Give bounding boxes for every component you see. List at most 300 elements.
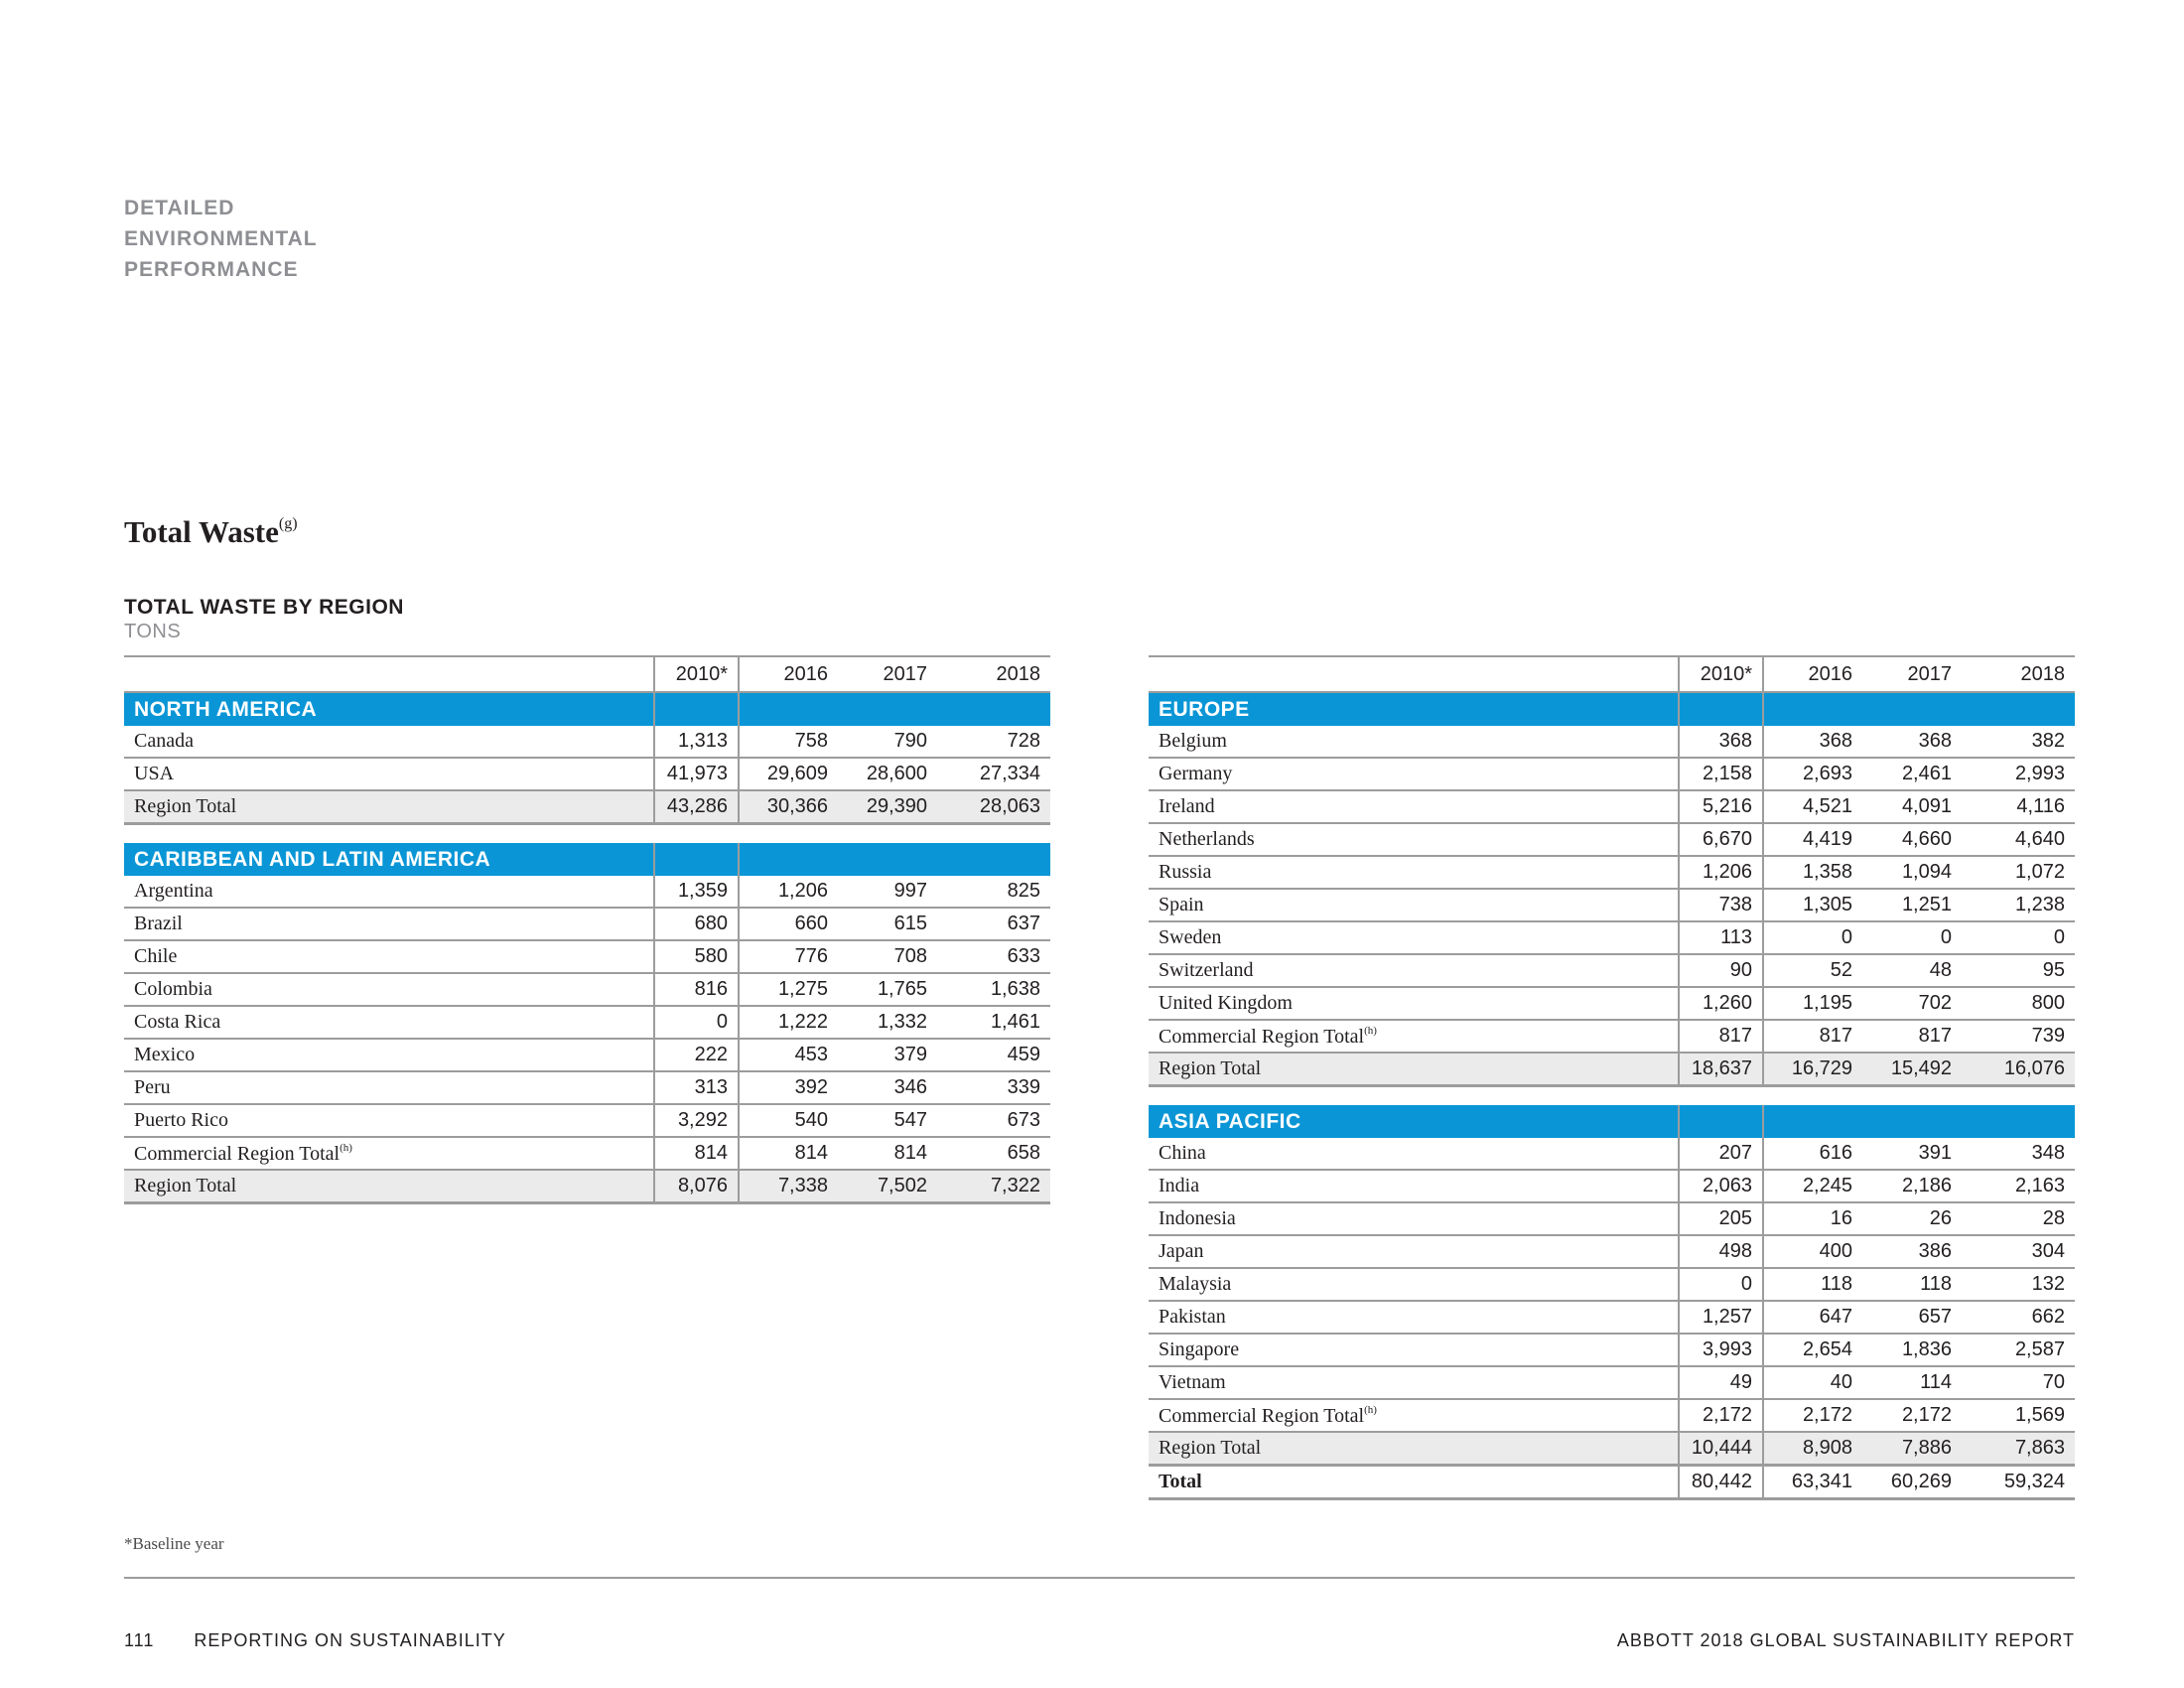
row-label-text: Peru: [134, 1076, 171, 1098]
value-cell: 1,257: [1679, 1301, 1763, 1334]
row-label: [124, 1104, 654, 1137]
table-row: [124, 908, 1050, 940]
row-label-text: Japan: [1159, 1240, 1204, 1262]
region-total-row: [1149, 1432, 2075, 1466]
value-cell: 790: [838, 726, 937, 758]
section-label: [124, 193, 318, 285]
region-header-fill: [1679, 692, 1763, 726]
value-cell: 728: [937, 726, 1050, 758]
row-label: [1149, 987, 1679, 1020]
row-label-text: Chile: [134, 945, 178, 967]
row-label: [124, 908, 654, 940]
value-cell: 1,206: [1679, 856, 1763, 889]
value-cell: 2,186: [1862, 1170, 1962, 1202]
value-cell: 615: [838, 908, 937, 940]
value-cell: 346: [838, 1071, 937, 1104]
value-cell: 1,206: [739, 876, 838, 908]
value-cell: 90: [1679, 954, 1763, 987]
value-cell: 70: [1962, 1366, 2075, 1399]
value-cell: 16,729: [1763, 1053, 1862, 1086]
table-row: [124, 758, 1050, 790]
table-row: [124, 1071, 1050, 1104]
value-cell: 41,973: [654, 758, 739, 790]
table-row: [1149, 1301, 2075, 1334]
value-cell: 814: [838, 1137, 937, 1170]
value-cell: 637: [937, 908, 1050, 940]
value-cell: 800: [1962, 987, 2075, 1020]
value-cell: 304: [1962, 1235, 2075, 1268]
row-label: [124, 1071, 654, 1104]
footnote-marker: (h): [340, 1141, 352, 1154]
value-cell: 1,222: [739, 1006, 838, 1039]
column-header-year: 2017: [838, 656, 937, 692]
row-label: [124, 1039, 654, 1071]
row-label: [1149, 1170, 1679, 1202]
value-cell: 59,324: [1962, 1466, 2075, 1499]
region-header-row: [1149, 1105, 2075, 1138]
row-label-text: Costa Rica: [134, 1011, 221, 1033]
waste-table-left: [124, 655, 1050, 1204]
row-label: [1149, 823, 1679, 856]
value-cell: 7,886: [1862, 1432, 1962, 1466]
row-label: [1149, 954, 1679, 987]
table-units: TONS: [124, 621, 182, 642]
region-header-fill: [1763, 1105, 1862, 1138]
row-label: [1149, 1432, 1679, 1466]
waste-table-right: [1149, 655, 2075, 1500]
row-label-text: Netherlands: [1159, 828, 1255, 850]
row-label-text: Singapore: [1159, 1338, 1240, 1360]
value-cell: 708: [838, 940, 937, 973]
row-label-text: Puerto Rico: [134, 1109, 228, 1131]
value-cell: 814: [739, 1137, 838, 1170]
row-label-text: Region Total: [134, 795, 237, 817]
value-cell: 1,638: [937, 973, 1050, 1006]
footnote-marker: (h): [1364, 1024, 1377, 1037]
row-label-text: Argentina: [134, 880, 213, 902]
value-cell: 2,993: [1962, 758, 2075, 790]
value-cell: 28: [1962, 1202, 2075, 1235]
row-label: [1149, 1268, 1679, 1301]
value-cell: 379: [838, 1039, 937, 1071]
row-label: [1149, 758, 1679, 790]
row-label: [124, 1137, 654, 1170]
value-cell: 16: [1763, 1202, 1862, 1235]
region-name: EUROPE: [1149, 692, 1679, 726]
value-cell: 633: [937, 940, 1050, 973]
row-label-text: Commercial Region Total: [134, 1142, 341, 1165]
table-row: [1149, 758, 2075, 790]
value-cell: 616: [1763, 1138, 1862, 1170]
region-header-row: [124, 692, 1050, 726]
column-header-blank: [1149, 656, 1679, 692]
table-row: [1149, 954, 2075, 987]
row-label: [1149, 856, 1679, 889]
value-cell: 580: [654, 940, 739, 973]
region-total-row: [124, 790, 1050, 824]
value-cell: 207: [1679, 1138, 1763, 1170]
row-label-text: Region Total: [1159, 1057, 1262, 1079]
value-cell: 391: [1862, 1138, 1962, 1170]
value-cell: 3,993: [1679, 1334, 1763, 1366]
footer-divider: [124, 1577, 2075, 1579]
row-label: [1149, 1020, 1679, 1053]
row-label: [1149, 1334, 1679, 1366]
region-total-row: [1149, 1053, 2075, 1086]
table-row: [1149, 1020, 2075, 1053]
value-cell: 0: [1962, 921, 2075, 954]
row-label: [1149, 1466, 1679, 1499]
row-label: [124, 940, 654, 973]
table-row: [1149, 1170, 2075, 1202]
table-row: [124, 973, 1050, 1006]
row-label-text: Colombia: [134, 978, 212, 1000]
value-cell: 400: [1763, 1235, 1862, 1268]
row-label-text: Commercial Region Total: [1159, 1025, 1365, 1048]
value-cell: 113: [1679, 921, 1763, 954]
region-header-fill: [937, 843, 1050, 876]
region-header-fill: [1962, 692, 2075, 726]
value-cell: 4,419: [1763, 823, 1862, 856]
value-cell: 2,158: [1679, 758, 1763, 790]
row-label-text: Vietnam: [1159, 1371, 1226, 1393]
value-cell: 16,076: [1962, 1053, 2075, 1086]
row-label-text: Switzerland: [1159, 959, 1254, 981]
value-cell: 2,693: [1763, 758, 1862, 790]
row-label: [1149, 1202, 1679, 1235]
value-cell: 817: [1862, 1020, 1962, 1053]
value-cell: 313: [654, 1071, 739, 1104]
value-cell: 1,195: [1763, 987, 1862, 1020]
table-row: [124, 1039, 1050, 1071]
region-header-fill: [739, 692, 838, 726]
value-cell: 1,072: [1962, 856, 2075, 889]
value-cell: 114: [1862, 1366, 1962, 1399]
section-label-line: PERFORMANCE: [124, 258, 299, 281]
value-cell: 498: [1679, 1235, 1763, 1268]
value-cell: 29,390: [838, 790, 937, 824]
region-header-fill: [1862, 1105, 1962, 1138]
table-row: [124, 876, 1050, 908]
page-title: [124, 514, 298, 550]
value-cell: 392: [739, 1071, 838, 1104]
table-row: [1149, 1235, 2075, 1268]
value-cell: 0: [654, 1006, 739, 1039]
value-cell: 27,334: [937, 758, 1050, 790]
spacer-cell: [124, 824, 1050, 844]
value-cell: 1,569: [1962, 1399, 2075, 1432]
value-cell: 368: [1763, 726, 1862, 758]
value-cell: 1,836: [1862, 1334, 1962, 1366]
value-cell: 80,442: [1679, 1466, 1763, 1499]
region-total-row: [124, 1170, 1050, 1203]
value-cell: 348: [1962, 1138, 2075, 1170]
column-header-row: [1149, 656, 2075, 692]
region-header-fill: [1862, 692, 1962, 726]
region-header-row: [1149, 692, 2075, 726]
region-header-fill: [739, 843, 838, 876]
title-footnote-marker: (g): [278, 515, 298, 532]
table-row: [124, 1137, 1050, 1170]
row-label: [124, 973, 654, 1006]
value-cell: 118: [1862, 1268, 1962, 1301]
column-header-year: 2018: [1962, 656, 2075, 692]
region-name: ASIA PACIFIC: [1149, 1105, 1679, 1138]
value-cell: 63,341: [1763, 1466, 1862, 1499]
value-cell: 7,863: [1962, 1432, 2075, 1466]
footer-section: REPORTING ON SUSTAINABILITY: [194, 1630, 506, 1650]
row-label-text: USA: [134, 763, 175, 784]
grand-total-row: [1149, 1466, 2075, 1499]
row-label-text: Germany: [1159, 763, 1233, 784]
table-row: [124, 940, 1050, 973]
row-label-text: Malaysia: [1159, 1273, 1232, 1295]
value-cell: 776: [739, 940, 838, 973]
value-cell: 18,637: [1679, 1053, 1763, 1086]
value-cell: 4,640: [1962, 823, 2075, 856]
row-label: [1149, 1301, 1679, 1334]
row-label-text: Sweden: [1159, 926, 1222, 948]
value-cell: 15,492: [1862, 1053, 1962, 1086]
value-cell: 60,269: [1862, 1466, 1962, 1499]
row-label: [1149, 1138, 1679, 1170]
value-cell: 0: [1679, 1268, 1763, 1301]
value-cell: 7,502: [838, 1170, 937, 1203]
table-row: [124, 1104, 1050, 1137]
table-row: [1149, 856, 2075, 889]
row-label-text: China: [1159, 1142, 1206, 1164]
value-cell: 540: [739, 1104, 838, 1137]
table-row: [1149, 921, 2075, 954]
footnote-marker: (h): [1364, 1403, 1377, 1416]
value-cell: 673: [937, 1104, 1050, 1137]
value-cell: 5,216: [1679, 790, 1763, 823]
table-row: [1149, 1268, 2075, 1301]
row-label: [124, 876, 654, 908]
value-cell: 8,908: [1763, 1432, 1862, 1466]
footer-report-title: ABBOTT 2018 GLOBAL SUSTAINABILITY REPORT: [1616, 1630, 2075, 1650]
value-cell: 1,765: [838, 973, 937, 1006]
value-cell: 4,660: [1862, 823, 1962, 856]
value-cell: 40: [1763, 1366, 1862, 1399]
value-cell: 2,172: [1679, 1399, 1763, 1432]
value-cell: 2,163: [1962, 1170, 2075, 1202]
row-label-text: India: [1159, 1175, 1200, 1196]
value-cell: 680: [654, 908, 739, 940]
spacer-cell: [1149, 1086, 2075, 1106]
value-cell: 7,338: [739, 1170, 838, 1203]
value-cell: 222: [654, 1039, 739, 1071]
region-spacer: [1149, 1086, 2075, 1106]
value-cell: 4,091: [1862, 790, 1962, 823]
value-cell: 817: [1763, 1020, 1862, 1053]
region-header-fill: [838, 692, 937, 726]
row-label-text: Region Total: [134, 1175, 237, 1196]
value-cell: 2,172: [1763, 1399, 1862, 1432]
value-cell: 816: [654, 973, 739, 1006]
value-cell: 647: [1763, 1301, 1862, 1334]
value-cell: 1,094: [1862, 856, 1962, 889]
value-cell: 660: [739, 908, 838, 940]
value-cell: 1,359: [654, 876, 739, 908]
value-cell: 205: [1679, 1202, 1763, 1235]
value-cell: 662: [1962, 1301, 2075, 1334]
value-cell: 1,251: [1862, 889, 1962, 921]
value-cell: 1,260: [1679, 987, 1763, 1020]
row-label-text: Brazil: [134, 913, 183, 934]
value-cell: 1,332: [838, 1006, 937, 1039]
table-row: [124, 1006, 1050, 1039]
footer-left: [124, 1630, 506, 1651]
region-header-row: [124, 843, 1050, 876]
row-label: [124, 758, 654, 790]
value-cell: 4,521: [1763, 790, 1862, 823]
value-cell: 2,461: [1862, 758, 1962, 790]
value-cell: 814: [654, 1137, 739, 1170]
table-row: [1149, 1366, 2075, 1399]
row-label-text: Russia: [1159, 861, 1212, 883]
region-header-fill: [1679, 1105, 1763, 1138]
page-number: 111: [124, 1630, 155, 1650]
value-cell: 0: [1862, 921, 1962, 954]
value-cell: 459: [937, 1039, 1050, 1071]
table-row: [124, 726, 1050, 758]
value-cell: 29,609: [739, 758, 838, 790]
value-cell: 1,461: [937, 1006, 1050, 1039]
table-row: [1149, 1399, 2075, 1432]
value-cell: 2,172: [1862, 1399, 1962, 1432]
row-label-text: Mexico: [134, 1044, 196, 1065]
table-row: [1149, 1202, 2075, 1235]
value-cell: 2,587: [1962, 1334, 2075, 1366]
region-spacer: [124, 824, 1050, 844]
region-header-fill: [654, 843, 739, 876]
value-cell: 1,313: [654, 726, 739, 758]
row-label: [1149, 726, 1679, 758]
row-label: [124, 1006, 654, 1039]
baseline-footnote: *Baseline year: [124, 1534, 224, 1553]
row-label: [1149, 1235, 1679, 1268]
value-cell: 118: [1763, 1268, 1862, 1301]
value-cell: 49: [1679, 1366, 1763, 1399]
row-label: [124, 726, 654, 758]
row-label-text: Total: [1159, 1471, 1202, 1492]
value-cell: 658: [937, 1137, 1050, 1170]
table-row: [1149, 1138, 2075, 1170]
value-cell: 547: [838, 1104, 937, 1137]
row-label-text: Commercial Region Total: [1159, 1404, 1365, 1427]
section-label-line: ENVIRONMENTAL: [124, 227, 318, 250]
value-cell: 4,116: [1962, 790, 2075, 823]
value-cell: 28,600: [838, 758, 937, 790]
value-cell: 6,670: [1679, 823, 1763, 856]
row-label-text: United Kingdom: [1159, 992, 1293, 1014]
table-row: [1149, 987, 2075, 1020]
value-cell: 1,305: [1763, 889, 1862, 921]
value-cell: 1,238: [1962, 889, 2075, 921]
page-title-text: Total Waste: [124, 514, 279, 549]
column-header-year: 2010*: [1679, 656, 1763, 692]
value-cell: 43,286: [654, 790, 739, 824]
value-cell: 26: [1862, 1202, 1962, 1235]
row-label-text: Indonesia: [1159, 1207, 1236, 1229]
column-header-year: 2016: [739, 656, 838, 692]
value-cell: 382: [1962, 726, 2075, 758]
value-cell: 95: [1962, 954, 2075, 987]
row-label-text: Belgium: [1159, 730, 1227, 752]
value-cell: 738: [1679, 889, 1763, 921]
row-label: [124, 1170, 654, 1203]
region-name: NORTH AMERICA: [124, 692, 654, 726]
row-label-text: Region Total: [1159, 1437, 1262, 1459]
value-cell: 997: [838, 876, 937, 908]
value-cell: 368: [1679, 726, 1763, 758]
row-label-text: Ireland: [1159, 795, 1215, 817]
region-header-fill: [654, 692, 739, 726]
value-cell: 817: [1679, 1020, 1763, 1053]
row-label-text: Spain: [1159, 894, 1204, 915]
value-cell: 0: [1763, 921, 1862, 954]
value-cell: 30,366: [739, 790, 838, 824]
value-cell: 339: [937, 1071, 1050, 1104]
value-cell: 7,322: [937, 1170, 1050, 1203]
table-row: [1149, 889, 2075, 921]
table-row: [1149, 823, 2075, 856]
value-cell: 702: [1862, 987, 1962, 1020]
value-cell: 1,358: [1763, 856, 1862, 889]
row-label: [124, 790, 654, 824]
column-header-year: 2010*: [654, 656, 739, 692]
region-name: CARIBBEAN AND LATIN AMERICA: [124, 843, 654, 876]
value-cell: 10,444: [1679, 1432, 1763, 1466]
value-cell: 758: [739, 726, 838, 758]
column-header-blank: [124, 656, 654, 692]
row-label: [1149, 1366, 1679, 1399]
column-header-row: [124, 656, 1050, 692]
column-header-year: 2018: [937, 656, 1050, 692]
column-header-year: 2016: [1763, 656, 1862, 692]
value-cell: 2,245: [1763, 1170, 1862, 1202]
region-header-fill: [937, 692, 1050, 726]
value-cell: 368: [1862, 726, 1962, 758]
table-subtitle: TOTAL WASTE BY REGION: [124, 596, 404, 619]
table-row: [1149, 726, 2075, 758]
value-cell: 739: [1962, 1020, 2075, 1053]
value-cell: 386: [1862, 1235, 1962, 1268]
row-label: [1149, 921, 1679, 954]
value-cell: 48: [1862, 954, 1962, 987]
value-cell: 8,076: [654, 1170, 739, 1203]
column-header-year: 2017: [1862, 656, 1962, 692]
value-cell: 2,063: [1679, 1170, 1763, 1202]
value-cell: 657: [1862, 1301, 1962, 1334]
row-label: [1149, 889, 1679, 921]
row-label-text: Canada: [134, 730, 194, 752]
row-label: [1149, 790, 1679, 823]
table-row: [1149, 1334, 2075, 1366]
table-row: [1149, 790, 2075, 823]
value-cell: 1,275: [739, 973, 838, 1006]
value-cell: 2,654: [1763, 1334, 1862, 1366]
row-label: [1149, 1399, 1679, 1432]
value-cell: 52: [1763, 954, 1862, 987]
value-cell: 132: [1962, 1268, 2075, 1301]
value-cell: 28,063: [937, 790, 1050, 824]
section-label-line: DETAILED: [124, 197, 235, 219]
row-label: [1149, 1053, 1679, 1086]
value-cell: 825: [937, 876, 1050, 908]
value-cell: 453: [739, 1039, 838, 1071]
